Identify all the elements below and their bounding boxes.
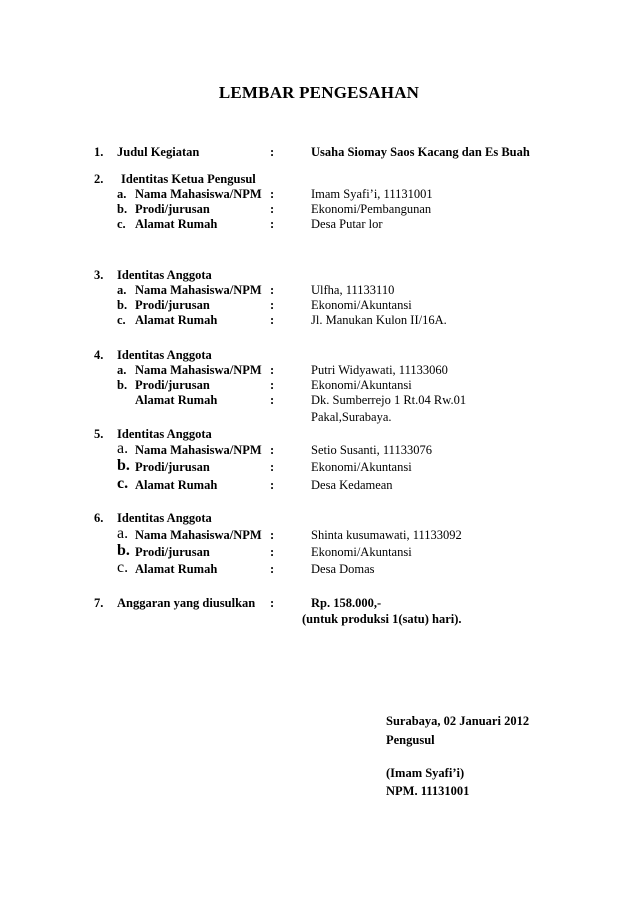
section-2-number: 2. [94, 172, 104, 186]
section-3-b-colon: : [270, 298, 275, 312]
section-6-b-letter: b. [117, 542, 130, 559]
section-2-a-letter: a. [117, 187, 127, 201]
section-4-c-label: Alamat Rumah [135, 393, 218, 407]
section-2-a-value: Imam Syafi’i, 11131001 [311, 187, 433, 201]
section-3-label: Identitas Anggota [117, 268, 212, 282]
section-7-value: Rp. 158.000,- [311, 596, 382, 610]
section-2-c-colon: : [270, 217, 275, 231]
section-2-c-letter: c. [117, 217, 126, 231]
section-3-c-letter: c. [117, 313, 126, 327]
section-7-colon: : [270, 596, 275, 610]
section-3-c-colon: : [270, 313, 275, 327]
section-5-b-letter: b. [117, 457, 130, 474]
section-6-c-colon: : [270, 562, 275, 576]
section-6-c-letter: c. [117, 559, 129, 576]
section-4-a-colon: : [270, 363, 275, 377]
section-6-b-colon: : [270, 545, 275, 559]
section-5-c-letter: c. [117, 475, 129, 492]
section-1-value: Usaha Siomay Saos Kacang dan Es Buah [311, 145, 530, 159]
section-1-label: Judul Kegiatan [117, 145, 200, 159]
section-5-a-label: Nama Mahasiswa/NPM [135, 443, 262, 457]
section-4-b-letter: b. [117, 378, 128, 392]
section-2-b-colon: : [270, 202, 275, 216]
section-5-b-value: Ekonomi/Akuntansi [311, 460, 412, 474]
section-6-c-label: Alamat Rumah [135, 562, 218, 576]
section-4-label: Identitas Anggota [117, 348, 212, 362]
signature-place-date: Surabaya, 02 Januari 2012 [386, 714, 530, 728]
section-3-a-colon: : [270, 283, 275, 297]
section-4-c-value-line-2: Pakal,Surabaya. [311, 410, 392, 424]
signature-role: Pengusul [386, 733, 435, 747]
section-6-a-letter: a. [117, 525, 129, 542]
section-3-c-value: Jl. Manukan Kulon II/16A. [311, 313, 447, 327]
section-7-label: Anggaran yang diusulkan [117, 596, 256, 610]
section-3-b-letter: b. [117, 298, 128, 312]
section-4-b-label: Prodi/jurusan [135, 378, 210, 392]
section-6-number: 6. [94, 511, 104, 525]
signature-name: (Imam Syafi’i) [386, 766, 465, 780]
section-6-c-value: Desa Domas [311, 562, 375, 576]
section-2-b-value: Ekonomi/Pembangunan [311, 202, 432, 216]
section-4-c-value: Dk. Sumberrejo 1 Rt.04 Rw.01 [311, 393, 467, 407]
section-3-number: 3. [94, 268, 104, 282]
section-4-a-label: Nama Mahasiswa/NPM [135, 363, 262, 377]
section-2-b-label: Prodi/jurusan [135, 202, 210, 216]
section-5-c-value: Desa Kedamean [311, 478, 393, 492]
section-2-c-label: Alamat Rumah [135, 217, 218, 231]
section-5-a-letter: a. [117, 440, 129, 457]
section-5-number: 5. [94, 427, 104, 441]
section-5-b-label: Prodi/jurusan [135, 460, 210, 474]
section-6-b-value: Ekonomi/Akuntansi [311, 545, 412, 559]
section-6-a-colon: : [270, 528, 275, 542]
section-2-c-value: Desa Putar lor [311, 217, 383, 231]
section-5-a-value: Setio Susanti, 11133076 [311, 443, 432, 457]
signature-npm: NPM. 11131001 [386, 784, 470, 798]
section-6-b-label: Prodi/jurusan [135, 545, 210, 559]
section-5-b-colon: : [270, 460, 275, 474]
section-6-a-value: Shinta kusumawati, 11133092 [311, 528, 462, 542]
section-1-colon: : [270, 145, 275, 159]
section-6-a-label: Nama Mahasiswa/NPM [135, 528, 262, 542]
section-2-b-letter: b. [117, 202, 128, 216]
section-3-a-label: Nama Mahasiswa/NPM [135, 283, 262, 297]
section-5-c-colon: : [270, 478, 275, 492]
section-2-label: Identitas Ketua Pengusul [121, 172, 256, 186]
page-title: LEMBAR PENGESAHAN [218, 83, 420, 102]
section-3-b-value: Ekonomi/Akuntansi [311, 298, 412, 312]
section-7-number: 7. [94, 596, 104, 610]
section-4-b-value: Ekonomi/Akuntansi [311, 378, 412, 392]
section-4-a-value: Putri Widyawati, 11133060 [311, 363, 448, 377]
section-3-b-label: Prodi/jurusan [135, 298, 210, 312]
section-5-label: Identitas Anggota [117, 427, 212, 441]
section-4-b-colon: : [270, 378, 275, 392]
section-4-number: 4. [94, 348, 104, 362]
section-4-a-letter: a. [117, 363, 127, 377]
section-2-a-colon: : [270, 187, 275, 201]
section-2-a-label: Nama Mahasiswa/NPM [135, 187, 262, 201]
section-1-number: 1. [94, 145, 104, 159]
section-3-a-letter: a. [117, 283, 127, 297]
section-6-label: Identitas Anggota [117, 511, 212, 525]
section-3-a-value: Ulfha, 11133110 [311, 283, 395, 297]
section-4-c-colon: : [270, 393, 275, 407]
section-5-a-colon: : [270, 443, 275, 457]
section-7-value-line-2: (untuk produksi 1(satu) hari). [302, 612, 462, 626]
section-3-c-label: Alamat Rumah [135, 313, 218, 327]
section-5-c-label: Alamat Rumah [135, 478, 218, 492]
